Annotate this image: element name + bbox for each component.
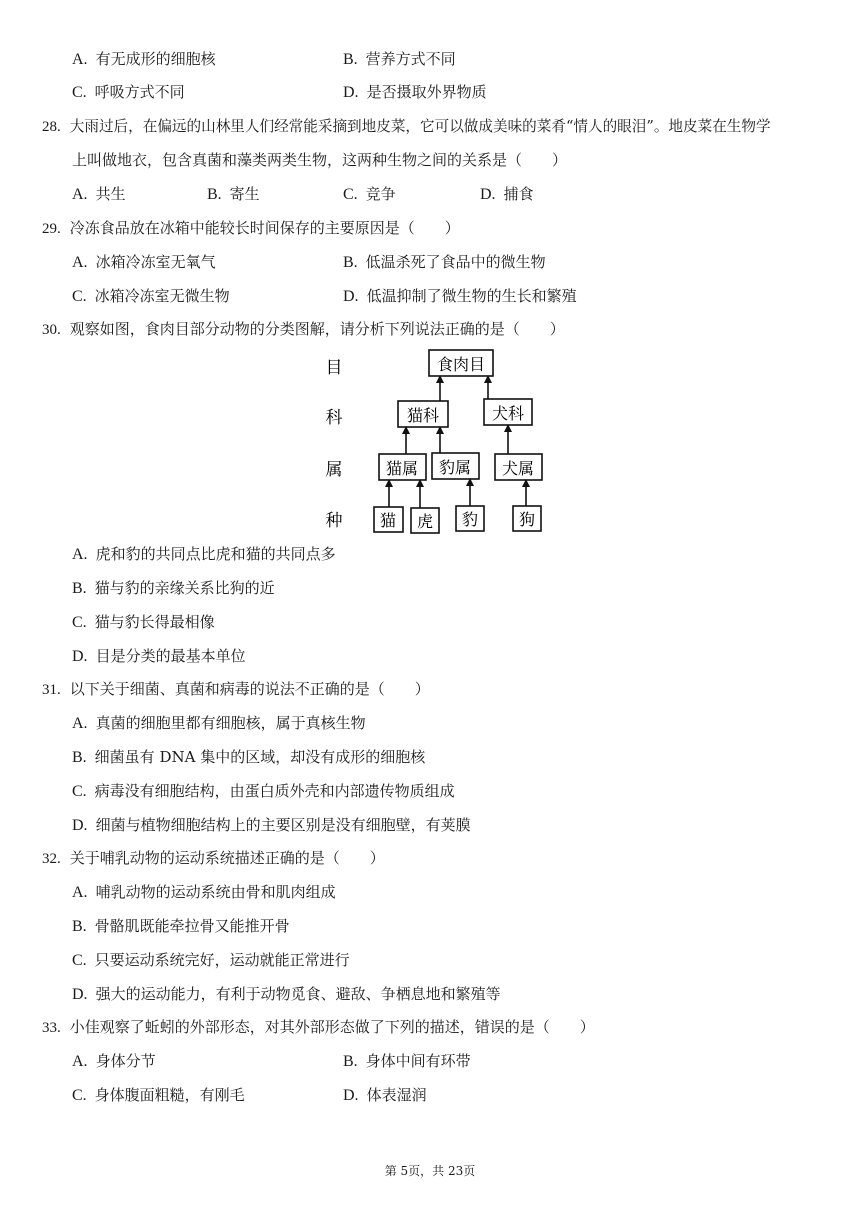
- q32-stem: 32. 关于哺乳动物的运动系统描述正确的是（ ）: [42, 849, 385, 867]
- level-label-order: 目: [325, 358, 343, 378]
- svg-text:虎: 虎: [416, 512, 434, 531]
- q31-option-c: C. 病毒没有细胞结构，由蛋白质外壳和内部遗传物质组成: [72, 782, 455, 800]
- level-label-genus: 属: [325, 460, 343, 480]
- q28-option-c: C. 竞争: [343, 185, 396, 203]
- q31-stem: 31. 以下关于细菌、真菌和病毒的说法不正确的是（ ）: [42, 680, 430, 698]
- q32-option-a: A. 哺乳动物的运动系统由骨和肌肉组成: [72, 883, 336, 901]
- svg-text:犬属: 犬属: [501, 459, 535, 478]
- q28-option-a: A. 共生: [72, 185, 126, 203]
- svg-text:食肉目: 食肉目: [436, 355, 486, 374]
- level-label-species: 种: [325, 511, 343, 531]
- q30-option-c: C. 猫与豹长得最相像: [72, 613, 215, 631]
- q30-stem: 30. 观察如图，食肉目部分动物的分类图解，请分析下列说法正确的是（ ）: [42, 320, 565, 338]
- svg-text:猫属: 猫属: [385, 459, 419, 478]
- q29-option-a: A. 冰箱冷冻室无氧气: [72, 253, 216, 271]
- q29-option-c: C. 冰箱冷冻室无微生物: [72, 287, 230, 305]
- q28-stem-line2: 上叫做地衣，包含真菌和藻类两类生物，这两种生物之间的关系是（ ）: [72, 151, 568, 169]
- q30-option-d: D. 目是分类的最基本单位: [72, 647, 246, 665]
- q27-option-c: C. 呼吸方式不同: [72, 83, 185, 101]
- svg-text:猫: 猫: [379, 511, 397, 530]
- q27-option-a: A. 有无成形的细胞核: [72, 50, 216, 68]
- q29-option-d: D. 低温抑制了微生物的生长和繁殖: [343, 287, 577, 305]
- svg-text:犬科: 犬科: [491, 404, 525, 423]
- q30-option-a: A. 虎和豹的共同点比虎和猫的共同点多: [72, 545, 336, 563]
- q29-stem: 29. 冷冻食品放在冰箱中能较长时间保存的主要原因是（ ）: [42, 219, 460, 237]
- q31-option-b: B. 细菌虽有 DNA 集中的区域，却没有成形的细胞核: [72, 748, 426, 766]
- q31-option-d: D. 细菌与植物细胞结构上的主要区别是没有细胞壁，有荚膜: [72, 816, 471, 834]
- svg-text:猫科: 猫科: [406, 406, 440, 425]
- q28-option-b: B. 寄生: [207, 185, 260, 203]
- q33-option-b: B. 身体中间有环带: [343, 1052, 471, 1070]
- q32-option-d: D. 强大的运动能力，有利于动物觅食、避敌、争栖息地和繁殖等: [72, 985, 501, 1003]
- q32-option-c: C. 只要运动系统完好，运动就能正常进行: [72, 951, 350, 969]
- q30-option-b: B. 猫与豹的亲缘关系比狗的近: [72, 579, 275, 597]
- q28-stem-line1: 28. 大雨过后，在偏远的山林里人们经常能采摘到地皮菜，它可以做成美味的菜肴“情人的眼泪”。地皮菜在生物学: [42, 118, 771, 135]
- q28-option-d: D. 捕食: [480, 185, 534, 203]
- classification-diagram: [316, 343, 544, 535]
- q33-option-c: C. 身体腹面粗糙，有刚毛: [72, 1086, 245, 1104]
- q32-option-b: B. 骨骼肌既能牵拉骨又能推开骨: [72, 917, 290, 935]
- svg-text:豹: 豹: [461, 510, 479, 529]
- q33-stem: 33. 小佳观察了蚯蚓的外部形态，对其外部形态做了下列的描述，错误的是（ ）: [42, 1018, 595, 1036]
- q29-option-b: B. 低温杀死了食品中的微生物: [343, 253, 546, 271]
- svg-text:豹属: 豹属: [438, 458, 472, 477]
- q27-option-d: D. 是否摄取外界物质: [343, 83, 487, 101]
- q27-option-b: B. 营养方式不同: [343, 50, 456, 68]
- page-footer: 第 5页，共 23页: [384, 1164, 476, 1178]
- svg-text:狗: 狗: [518, 510, 536, 529]
- level-label-family: 科: [325, 408, 343, 428]
- q33-option-a: A. 身体分节: [72, 1052, 156, 1070]
- q33-option-d: D. 体表湿润: [343, 1086, 427, 1104]
- q31-option-a: A. 真菌的细胞里都有细胞核，属于真核生物: [72, 714, 366, 732]
